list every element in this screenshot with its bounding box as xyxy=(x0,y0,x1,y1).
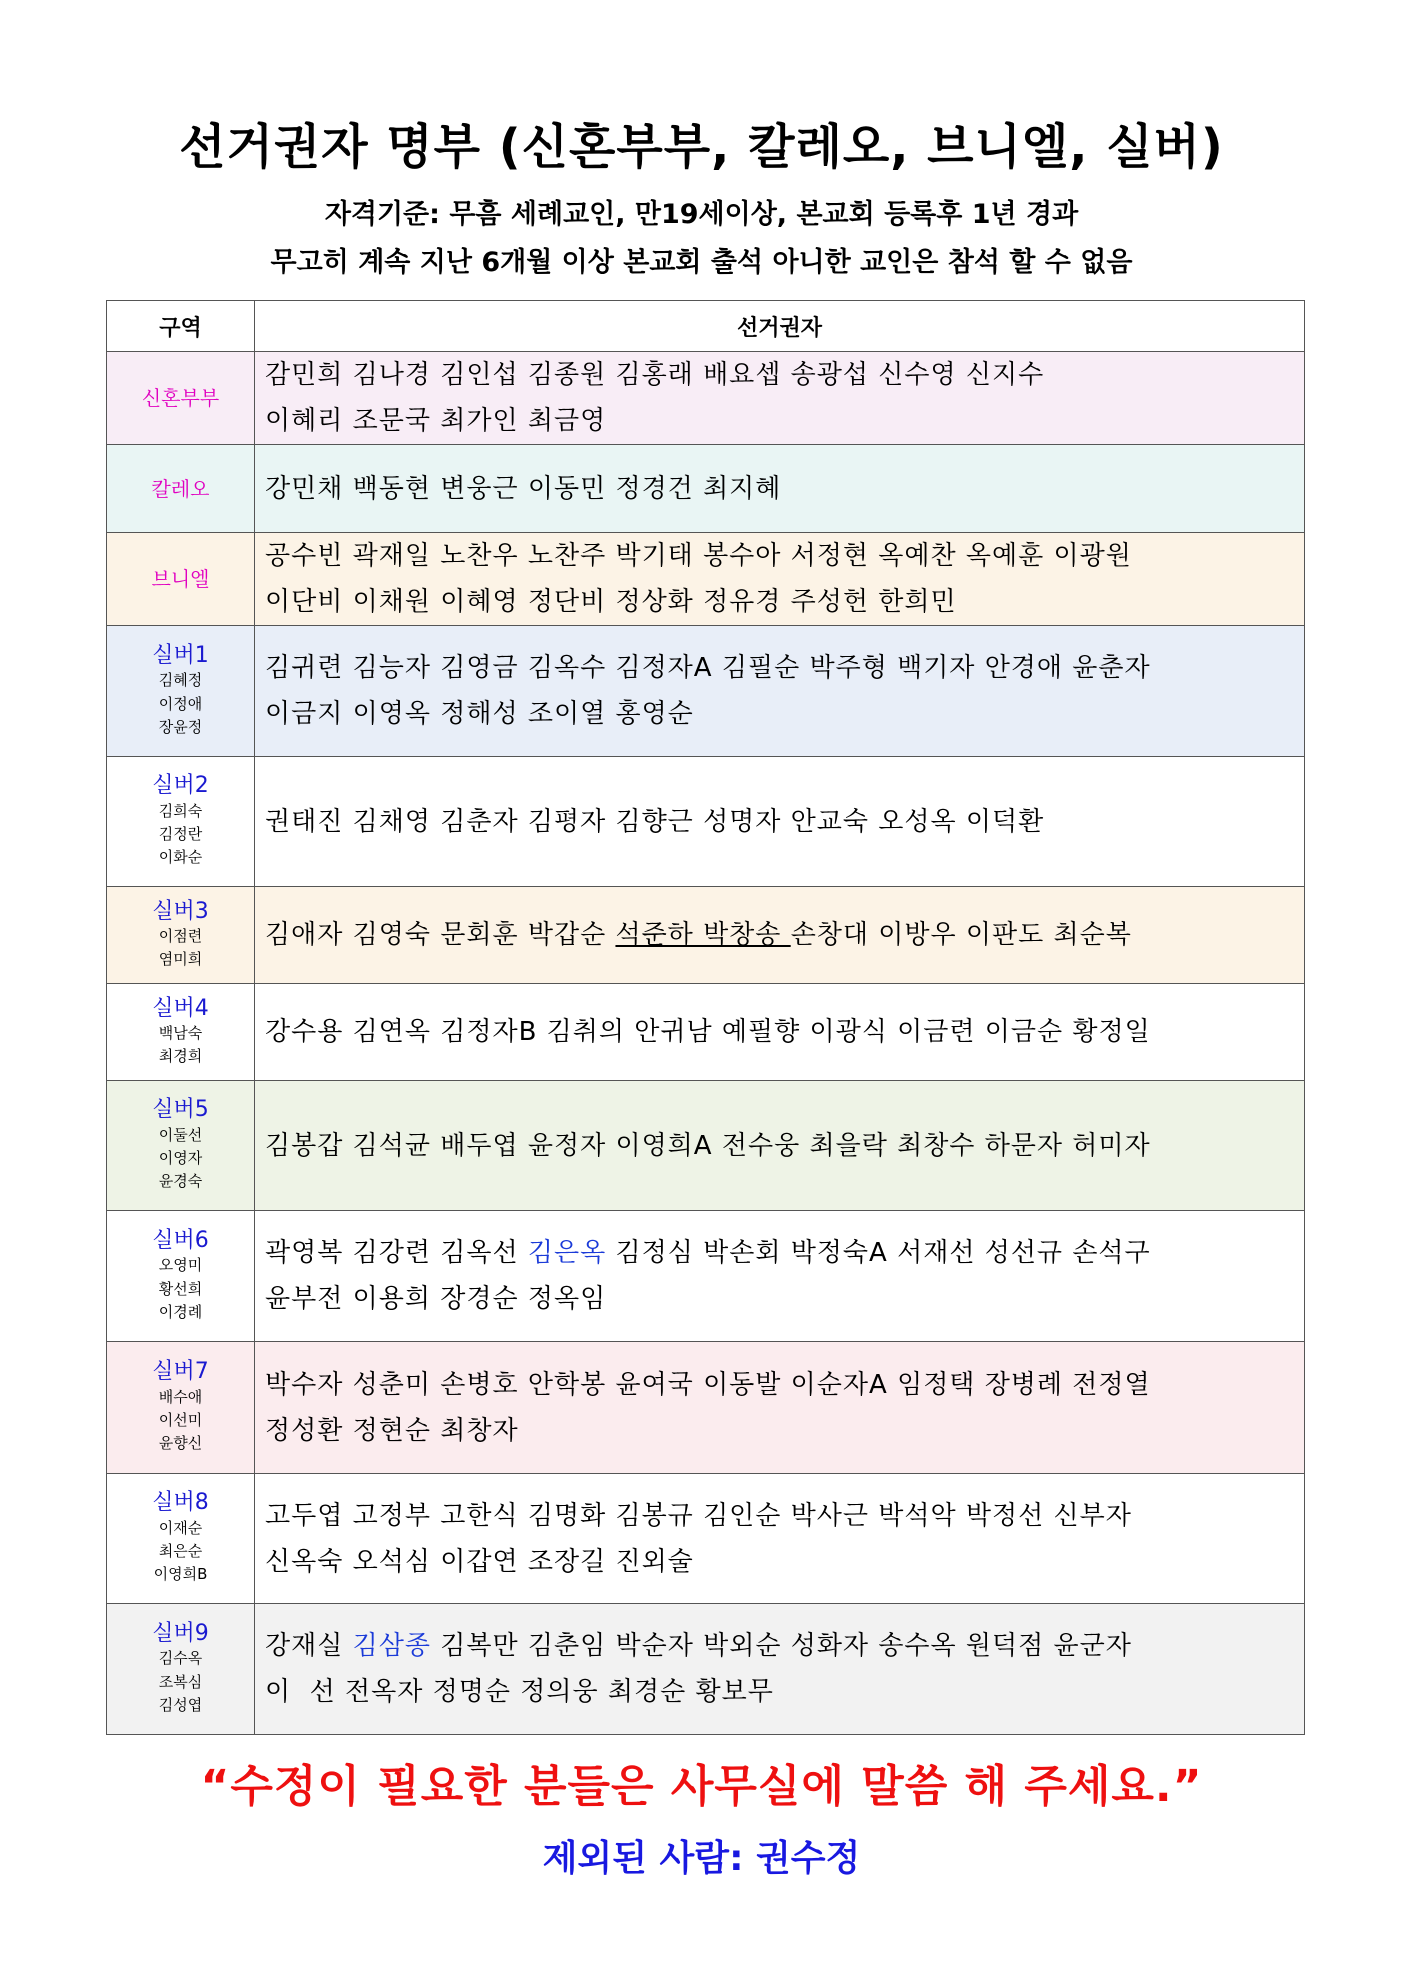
zone-leader: 이정애 xyxy=(158,694,203,713)
zone-name: 실버1 xyxy=(152,642,209,668)
zone-name: 칼레오 xyxy=(151,476,210,501)
table-row xyxy=(107,1081,1305,1211)
attendance-restriction: 무고히 계속 지난 6개월 이상 본교회 출석 아니한 교인은 참석 할 수 없음 xyxy=(270,247,1133,278)
zone-leader: 윤향신 xyxy=(158,1434,203,1453)
table-row xyxy=(107,1604,1305,1735)
zone-leader: 김수옥 xyxy=(158,1649,203,1668)
voter-names-line xyxy=(265,912,1304,958)
zone-cell xyxy=(107,1081,255,1211)
zone-name: 실버2 xyxy=(152,773,209,799)
table-header-row xyxy=(107,301,1305,352)
zone-leader: 조복심 xyxy=(158,1672,203,1691)
highlighted-name: 김은옥 xyxy=(527,1238,607,1268)
zone-name: 실버8 xyxy=(152,1490,209,1516)
zone-cell xyxy=(107,757,255,887)
voter-names-cell xyxy=(255,887,1305,984)
voter-names-line: 공수빈 곽재일 노찬우 노찬주 박기태 봉수아 서정현 옥예찬 옥예훈 이광원 xyxy=(265,541,1132,571)
table-row xyxy=(107,1342,1305,1474)
voter-names-line: 이금지 이영옥 정해성 조이열 홍영순 xyxy=(265,699,694,729)
zone-leader: 장윤정 xyxy=(158,717,203,736)
voter-names-segment: 김애자 김영숙 문회훈 박갑순 xyxy=(265,920,616,950)
zone-leader: 이재순 xyxy=(158,1518,203,1537)
voter-names-line: 윤부전 이용희 장경순 정옥임 xyxy=(265,1284,607,1314)
table-row xyxy=(107,352,1305,445)
table-row xyxy=(107,445,1305,533)
voter-names-line: 정성환 정현순 최창자 xyxy=(265,1415,519,1446)
zone-leader: 이경례 xyxy=(158,1302,203,1321)
voter-names-cell xyxy=(255,1474,1305,1604)
zone-cell xyxy=(107,1604,255,1735)
zone-cell xyxy=(107,533,255,626)
zone-name: 신혼부부 xyxy=(141,386,220,410)
voter-names-line: 감민희 김나경 김인섭 김종원 김홍래 배요셉 송광섭 신수영 신지수 xyxy=(265,360,1045,390)
table-row xyxy=(107,1211,1305,1342)
zone-cell xyxy=(107,1342,255,1474)
zone-leader: 이선미 xyxy=(158,1411,203,1430)
zone-leader: 윤경숙 xyxy=(158,1172,203,1191)
zone-leader: 김혜정 xyxy=(158,671,203,690)
voter-names-line xyxy=(265,1230,1304,1276)
zone-cell xyxy=(107,352,255,445)
zone-leader: 황선희 xyxy=(158,1279,203,1298)
voter-names-segment: 김정심 박손회 박정숙A 서재선 성선규 손석구 xyxy=(606,1238,1151,1268)
excluded-person: 제외된 사람: 권수정 xyxy=(542,1838,861,1879)
zone-cell xyxy=(107,1474,255,1604)
voter-names-cell xyxy=(255,984,1305,1081)
zone-leader: 김희숙 xyxy=(158,801,203,820)
correction-notice: “수정이 필요한 분들은 사무실에 말씀 해 주세요.” xyxy=(200,1761,1203,1812)
voter-names-line: 이 선 전옥자 정명순 정의웅 최경순 황보무 xyxy=(265,1677,774,1707)
voter-roster-table xyxy=(106,300,1305,1735)
page-title: 선거권자 명부 (신혼부부, 칼레오, 브니엘, 실버) xyxy=(179,119,1224,175)
voter-names-line: 박수자 성춘미 손병호 안학봉 윤여국 이동발 이순자A 임정택 장병례 전정열 xyxy=(265,1369,1151,1400)
zone-name: 브니엘 xyxy=(151,567,210,591)
zone-leader: 오영미 xyxy=(158,1256,203,1275)
zone-cell xyxy=(107,445,255,533)
zone-leader: 김정란 xyxy=(158,825,203,844)
voter-names-line: 강수용 김연옥 김정자B 김취의 안귀남 예필향 이광식 이금련 이금순 황정일 xyxy=(265,1017,1151,1047)
voter-names-segment: 강재실 xyxy=(265,1631,353,1661)
voter-names-line: 이혜리 조문국 최가인 최금영 xyxy=(265,406,607,436)
voter-names-cell xyxy=(255,352,1305,445)
zone-name: 실버3 xyxy=(152,898,209,924)
voter-names-line xyxy=(265,1623,1304,1669)
zone-cell xyxy=(107,887,255,984)
voters-column-header: 선거권자 xyxy=(255,301,1305,352)
voter-names-segment: 손창대 이방우 이판도 최순복 xyxy=(790,920,1132,950)
zone-leader: 이화순 xyxy=(158,848,203,867)
zone-leader: 이점련 xyxy=(158,926,203,945)
zone-column-header: 구역 xyxy=(107,301,255,352)
table-row xyxy=(107,757,1305,887)
voter-names-cell xyxy=(255,533,1305,626)
voter-names-line: 강민채 백동현 변웅근 이동민 정경건 최지혜 xyxy=(265,473,782,504)
table-row xyxy=(107,626,1305,757)
table-row xyxy=(107,1474,1305,1604)
zone-cell xyxy=(107,984,255,1081)
zone-leader: 백남숙 xyxy=(158,1023,203,1042)
zone-name: 실버7 xyxy=(152,1359,209,1385)
voter-names-cell xyxy=(255,445,1305,533)
underlined-names: 석준하 박창송 xyxy=(615,920,791,950)
zone-leader: 최경희 xyxy=(158,1047,203,1066)
zone-leader: 이둘선 xyxy=(158,1125,203,1144)
voter-names-line: 신옥숙 오석심 이갑연 조장길 진외술 xyxy=(265,1546,694,1577)
zone-name: 실버4 xyxy=(152,995,209,1021)
zone-cell xyxy=(107,1211,255,1342)
voter-names-cell xyxy=(255,1604,1305,1735)
zone-name: 실버9 xyxy=(152,1620,209,1646)
zone-cell xyxy=(107,626,255,757)
table-row xyxy=(107,887,1305,984)
zone-leader: 최은순 xyxy=(158,1542,203,1561)
voter-names-cell xyxy=(255,1081,1305,1211)
table-row xyxy=(107,984,1305,1081)
zone-leader: 이영희B xyxy=(153,1565,208,1584)
zone-name: 실버5 xyxy=(152,1097,209,1123)
highlighted-name: 김삼종 xyxy=(352,1631,431,1661)
zone-leader: 김성엽 xyxy=(158,1695,203,1714)
eligibility-criteria: 자격기준: 무흠 세례교인, 만19세이상, 본교회 등록후 1년 경과 xyxy=(324,199,1079,230)
voter-names-segment: 김복만 김춘임 박순자 박외순 성화자 송수옥 원덕점 윤군자 xyxy=(430,1631,1132,1661)
zone-leader: 이영자 xyxy=(158,1149,203,1168)
voter-names-cell xyxy=(255,757,1305,887)
table-row xyxy=(107,533,1305,626)
voter-names-line: 권태진 김채영 김춘자 김평자 김향근 성명자 안교숙 오성옥 이덕환 xyxy=(265,806,1045,837)
voter-names-cell xyxy=(255,626,1305,757)
voter-names-line: 고두엽 고정부 고한식 김명화 김봉규 김인순 박사근 박석악 박정선 신부자 xyxy=(265,1500,1132,1531)
voter-names-segment: 곽영복 김강련 김옥선 xyxy=(265,1238,528,1268)
voter-names-line: 김귀련 김능자 김영금 김옥수 김정자A 김필순 박주형 백기자 안경애 윤춘자 xyxy=(265,653,1151,683)
zone-leader: 염미희 xyxy=(158,950,203,969)
voter-names-cell xyxy=(255,1342,1305,1474)
voter-names-line: 김봉갑 김석균 배두엽 윤정자 이영희A 전수웅 최을락 최창수 하문자 허미자 xyxy=(265,1130,1151,1161)
zone-leader: 배수애 xyxy=(158,1387,203,1406)
zone-name: 실버6 xyxy=(152,1227,209,1253)
voter-names-line: 이단비 이채원 이혜영 정단비 정상화 정유경 주성헌 한희민 xyxy=(265,587,957,617)
voter-names-cell xyxy=(255,1211,1305,1342)
